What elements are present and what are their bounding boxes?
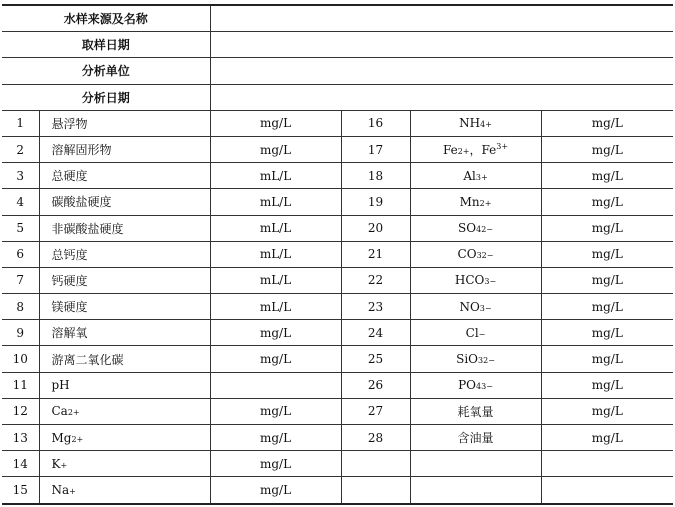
item-unit: mg/L <box>210 477 341 504</box>
item-name <box>39 110 210 136</box>
header-row-source <box>2 5 673 32</box>
item-row <box>2 241 673 267</box>
item-number: 13 <box>2 425 39 451</box>
item-unit: mL/L <box>210 267 341 293</box>
item-number: 15 <box>2 477 39 504</box>
item-name-base: 悬浮物 <box>51 116 88 131</box>
item-name-base: 游离二氧化碳 <box>51 352 124 367</box>
item-name <box>39 215 210 241</box>
item-name <box>410 241 541 267</box>
item-number: 28 <box>341 425 410 451</box>
item-name <box>39 372 210 398</box>
item-name <box>39 136 210 162</box>
item-number: 24 <box>341 320 410 346</box>
item-row <box>2 215 673 241</box>
item-superscript: 3+ <box>496 142 509 152</box>
item-unit: mg/L <box>210 425 341 451</box>
item-unit <box>210 372 341 398</box>
item-number: 8 <box>2 294 39 320</box>
item-name-text <box>52 143 112 157</box>
item-name-base: Al <box>463 168 476 183</box>
item-name <box>410 136 541 162</box>
item-name <box>410 189 541 215</box>
item-name-text: Na + <box>51 482 76 497</box>
item-row <box>2 398 673 424</box>
item-unit: mg/L <box>541 267 673 293</box>
item-name <box>410 477 541 504</box>
item-row <box>2 110 673 136</box>
item-name-base: Mn <box>459 194 480 209</box>
item-number: 20 <box>341 215 410 241</box>
item-name <box>39 163 210 189</box>
item-name-base: PO <box>458 378 477 393</box>
header-label-analysis-unit: 分析单位 <box>2 58 210 84</box>
item-name-base: 耗氧量 <box>457 404 494 419</box>
item-name-base: Cl <box>465 325 479 340</box>
item-number: 10 <box>2 346 39 372</box>
item-name <box>410 215 541 241</box>
item-name <box>39 451 210 477</box>
header-label-source-name: 水样来源及名称 <box>2 5 210 32</box>
item-name-base: 溶解氧 <box>51 326 88 341</box>
item-name <box>39 241 210 267</box>
item-name-base: CO <box>457 247 477 262</box>
header-row-sampling-date <box>2 32 673 58</box>
item-unit: mg/L <box>541 425 673 451</box>
header-label-sampling-date: 取样日期 <box>2 32 210 58</box>
item-number: 11 <box>2 372 39 398</box>
item-name-text <box>52 248 88 262</box>
item-name-base: 非碳酸盐硬度 <box>51 221 124 236</box>
item-unit: mg/L <box>210 451 341 477</box>
header-value-source-name[interactable] <box>210 5 673 32</box>
item-unit: mg/L <box>210 136 341 162</box>
item-name-text <box>52 274 88 288</box>
item-unit: mL/L <box>210 163 341 189</box>
item-number: 17 <box>341 136 410 162</box>
item-unit: mL/L <box>210 241 341 267</box>
item-name <box>410 163 541 189</box>
item-name-base: 溶解固形物 <box>51 143 112 158</box>
item-name-text <box>52 222 124 236</box>
item-name <box>39 189 210 215</box>
item-name-text <box>52 195 112 209</box>
item-unit: mL/L <box>210 294 341 320</box>
item-unit: mg/L <box>541 163 673 189</box>
item-name <box>410 451 541 477</box>
item-name <box>39 398 210 424</box>
header-value-sampling-date[interactable] <box>210 32 673 58</box>
item-name-base: SO <box>458 221 477 236</box>
item-name-base: Na <box>51 482 70 497</box>
item-name-text <box>458 405 494 419</box>
item-name-text <box>52 326 88 340</box>
header-value-analysis-unit[interactable] <box>210 58 673 84</box>
item-name-text <box>458 431 494 445</box>
item-name <box>410 267 541 293</box>
item-number: 27 <box>341 398 410 424</box>
item-row <box>2 425 673 451</box>
item-unit: mL/L <box>210 189 341 215</box>
item-name <box>410 346 541 372</box>
item-number: 3 <box>2 163 39 189</box>
item-name-base: HCO <box>454 273 485 288</box>
water-analysis-table <box>2 4 673 505</box>
item-number <box>341 451 410 477</box>
item-number: 16 <box>341 110 410 136</box>
item-unit: mg/L <box>541 136 673 162</box>
item-number: 1 <box>2 110 39 136</box>
item-name-text: K + <box>51 456 68 471</box>
item-number: 22 <box>341 267 410 293</box>
item-name-text: PO 4 3− <box>458 378 493 393</box>
item-name-part2: ，Fe <box>469 143 497 158</box>
item-name <box>39 267 210 293</box>
item-name-base: pH <box>51 378 70 393</box>
item-name-base: NH <box>459 116 481 131</box>
item-name <box>39 346 210 372</box>
item-number: 12 <box>2 398 39 424</box>
item-row <box>2 267 673 293</box>
item-number: 23 <box>341 294 410 320</box>
item-unit: mg/L <box>541 372 673 398</box>
item-name <box>39 477 210 504</box>
item-name-text <box>52 300 88 314</box>
item-row <box>2 189 673 215</box>
item-name <box>410 110 541 136</box>
item-row <box>2 294 673 320</box>
item-number: 21 <box>341 241 410 267</box>
item-number: 5 <box>2 215 39 241</box>
item-name-text: NH 4 + <box>459 116 492 131</box>
item-unit: mg/L <box>541 346 673 372</box>
item-row <box>2 372 673 398</box>
item-name-text <box>52 169 88 183</box>
header-row-analysis-unit <box>2 58 673 84</box>
item-row <box>2 477 673 504</box>
item-name-text: NO 3 − <box>459 299 492 314</box>
header-row-analysis-date <box>2 84 673 110</box>
item-row <box>2 346 673 372</box>
item-name-base: 钙硬度 <box>51 273 88 288</box>
item-unit: mg/L <box>541 294 673 320</box>
item-unit: mg/L <box>541 110 673 136</box>
item-name-text: SiO 3 2− <box>456 352 495 367</box>
item-unit: mg/L <box>541 189 673 215</box>
item-name-text <box>52 353 124 367</box>
item-unit: mg/L <box>541 241 673 267</box>
header-label-analysis-date: 分析日期 <box>2 84 210 110</box>
item-unit <box>541 477 673 504</box>
item-row <box>2 451 673 477</box>
item-name-text: SO 4 2− <box>458 221 493 236</box>
item-name-base: NO <box>459 299 480 314</box>
item-row <box>2 320 673 346</box>
item-number: 9 <box>2 320 39 346</box>
item-unit <box>541 451 673 477</box>
item-unit: mg/L <box>210 320 341 346</box>
item-number: 14 <box>2 451 39 477</box>
item-name-base: SiO <box>456 352 479 367</box>
item-unit: mg/L <box>210 110 341 136</box>
item-name-base: Ca <box>51 404 68 419</box>
item-number: 25 <box>341 346 410 372</box>
item-name-text: Mn 2+ <box>459 194 492 209</box>
item-row <box>2 163 673 189</box>
item-unit: mg/L <box>541 398 673 424</box>
item-name-text: CO 3 2− <box>457 247 494 262</box>
item-name-base: 含油量 <box>457 431 494 446</box>
item-number: 4 <box>2 189 39 215</box>
item-name-text: Fe 2+ ，$Fe^{3+}$ <box>442 142 509 158</box>
item-name <box>410 398 541 424</box>
item-name-base: 镁硬度 <box>51 300 88 315</box>
item-name <box>39 294 210 320</box>
item-unit: mg/L <box>210 346 341 372</box>
item-number: 6 <box>2 241 39 267</box>
item-number <box>341 477 410 504</box>
item-name-base: Fe <box>442 143 458 158</box>
item-name-base: Mg <box>51 430 72 445</box>
item-number: 19 <box>341 189 410 215</box>
item-name-base: 总硬度 <box>51 169 88 184</box>
header-value-analysis-date[interactable] <box>210 84 673 110</box>
item-number: 7 <box>2 267 39 293</box>
item-row <box>2 136 673 162</box>
item-name-text: HCO 3 − <box>454 273 497 288</box>
item-name <box>410 320 541 346</box>
item-name-text: Cl − <box>465 325 486 340</box>
item-number: 26 <box>341 372 410 398</box>
item-name-text <box>52 117 88 131</box>
item-name <box>410 294 541 320</box>
item-name-base: 总钙度 <box>51 247 88 262</box>
item-number: 18 <box>341 163 410 189</box>
item-number: 2 <box>2 136 39 162</box>
item-unit: mg/L <box>210 398 341 424</box>
item-name <box>410 425 541 451</box>
item-name <box>410 372 541 398</box>
item-unit: mL/L <box>210 215 341 241</box>
item-name-base: K <box>51 456 61 471</box>
item-name <box>39 320 210 346</box>
item-name-base: 碳酸盐硬度 <box>51 195 112 210</box>
item-unit: mg/L <box>541 320 673 346</box>
item-name-text: Mg 2+ <box>51 430 84 445</box>
item-name <box>39 425 210 451</box>
item-name-text: Al 3+ <box>463 168 488 183</box>
item-name-text: Ca 2+ <box>51 404 80 419</box>
item-name-text <box>52 378 70 392</box>
item-unit: mg/L <box>541 215 673 241</box>
